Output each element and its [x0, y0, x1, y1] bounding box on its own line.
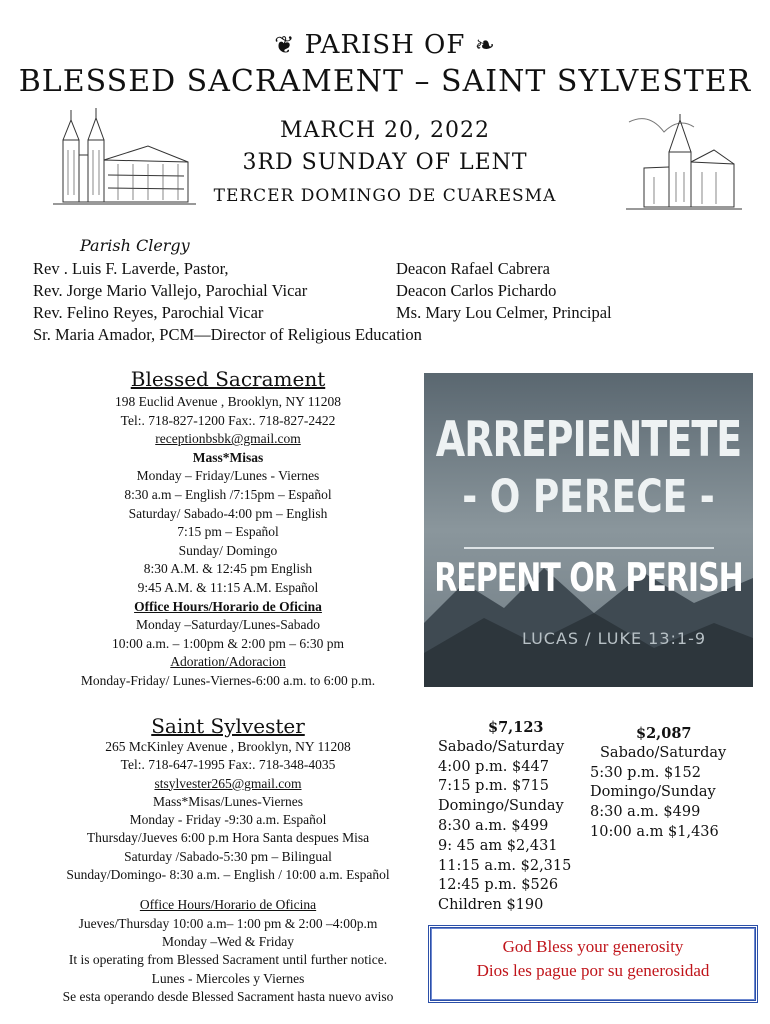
- collection-ss-line: 10:00 a.m $1,436: [590, 823, 719, 840]
- header-line1-text: PARISH OF: [304, 30, 466, 60]
- collection-blessed-sacrament: [438, 718, 571, 916]
- ss-phone: Tel:. 718-647-1995 Fax:. 718-348-4035: [120, 757, 336, 773]
- header-parish-of: [0, 30, 770, 60]
- ss-line: Sunday/Domingo- 8:30 a.m. – English / 10:00 a.m. Español: [66, 867, 390, 883]
- poster-line3: REPENT OR PERISH: [434, 555, 743, 602]
- bs-mass-line: 8:30 A.M. & 12:45 pm English: [143, 561, 313, 577]
- ss-email-link[interactable]: stsylvester265@gmail.com: [154, 775, 302, 791]
- collection-bs-line: Sabado/Saturday: [438, 738, 565, 755]
- collection-ss-line: 5:30 p.m. $152: [590, 764, 701, 781]
- ss-address: 265 McKinley Avenue , Brooklyn, NY 11208: [105, 739, 351, 754]
- blessed-sacrament-title: Blessed Sacrament: [130, 367, 326, 391]
- collection-ss-line: 8:30 a.m. $499: [590, 804, 701, 821]
- clergy-title: Parish Clergy: [80, 236, 190, 255]
- collection-bs-line: Children $190: [438, 897, 544, 914]
- bs-mass-line: 8:30 a.m – English /7:15pm – Español: [124, 486, 332, 502]
- collection-ss-line: Sabado/Saturday: [600, 744, 727, 761]
- collection-bs-line: 9: 45 am $2,431: [438, 837, 558, 854]
- collection-bs-line: 11:15 a.m. $2,315: [438, 857, 572, 874]
- clergy-left-0: Rev . Luis F. Laverde, Pastor,: [33, 259, 229, 278]
- bs-office-line: Monday –Saturday/Lunes-Sabado: [135, 617, 321, 633]
- bs-office-heading: Office Hours/Horario de Oficina: [134, 598, 322, 614]
- poster-line1: ARREPIENTETE: [435, 410, 742, 468]
- liturgical-sunday: 3RD SUNDAY OF LENT: [242, 150, 528, 175]
- blessed-sacrament-info: [24, 393, 432, 691]
- bulletin-date: MARCH 20, 2022: [280, 118, 490, 143]
- collection-bs-total: $7,123: [488, 719, 544, 736]
- bs-adoration-heading: Adoration/Adoracion: [170, 654, 286, 670]
- clergy-right-1: Deacon Carlos Pichardo: [396, 281, 557, 300]
- bs-mass-line: Monday – Friday/Lunes - Viernes: [136, 468, 320, 484]
- collection-bs-line: Domingo/Sunday: [438, 798, 564, 815]
- ss-office-line: It is operating from Blessed Sacrament until further notice.: [68, 952, 388, 968]
- bs-mass-heading: Mass*Misas: [192, 449, 264, 465]
- saint-sylvester-church-illustration: [624, 112, 744, 212]
- collection-saint-sylvester: [590, 724, 726, 843]
- blessing-line2: Dios les pague por su generosidad: [476, 961, 710, 980]
- saint-sylvester-info: [22, 738, 434, 1006]
- collection-bs-line: 8:30 a.m. $499: [438, 817, 549, 834]
- clergy-left-3: Sr. Maria Amador, PCM—Director of Religious Education: [33, 325, 422, 344]
- ss-line: Mass*Misas/Lunes-Viernes: [153, 793, 303, 809]
- collection-bs-line: 4:00 p.m. $447: [438, 758, 549, 775]
- bs-mass-line: 9:45 A.M. & 11:15 A.M. Español: [137, 579, 319, 595]
- collection-ss-line: Domingo/Sunday: [590, 784, 716, 801]
- bs-mass-line: 7:15 pm – Español: [177, 524, 279, 540]
- ss-office-heading: Office Hours/Horario de Oficina: [139, 897, 317, 913]
- poster-line2: - O PERECE -: [462, 471, 715, 524]
- clergy-right-0: Deacon Rafael Cabrera: [396, 259, 550, 278]
- poster-line4: LUCAS / LUKE 13:1-9: [521, 629, 707, 648]
- right-flourish-icon: ❧: [474, 31, 496, 59]
- ss-line: Saturday /Sabado-5:30 pm – Bilingual: [124, 848, 332, 864]
- blessing-box: [428, 925, 758, 1003]
- bs-mass-line: Sunday/ Domingo: [178, 542, 278, 558]
- ss-line: Monday - Friday -9:30 a.m. Español: [129, 812, 327, 828]
- ss-office-line: Lunes - Miercoles y Viernes: [151, 970, 305, 986]
- parish-name: BLESSED SACRAMENT – SAINT SYLVESTER: [18, 64, 752, 99]
- liturgical-sunday-spanish: TERCER DOMINGO DE CUARESMA: [213, 186, 557, 206]
- bs-mass-line: Saturday/ Sabado-4:00 pm – English: [128, 505, 328, 521]
- clergy-right-2: Ms. Mary Lou Celmer, Principal: [396, 303, 612, 322]
- bs-office-line: 10:00 a.m. – 1:00pm & 2:00 pm – 6:30 pm: [111, 635, 345, 651]
- bs-address: 198 Euclid Avenue , Brooklyn, NY 11208: [115, 394, 341, 409]
- bs-adoration-line: Monday-Friday/ Lunes-Viernes-6:00 a.m. to 6:00 p.m.: [80, 672, 376, 688]
- blessing-line1: God Bless your generosity: [502, 937, 684, 956]
- collection-ss-total: $2,087: [636, 725, 692, 742]
- collection-bs-line: 7:15 p.m. $715: [438, 778, 549, 795]
- repent-or-perish-poster: [424, 373, 753, 687]
- ss-office-line: Se esta operando desde Blessed Sacrament hasta nuevo aviso: [62, 988, 394, 1004]
- bs-phone: Tel:. 718-827-1200 Fax:. 718-827-2422: [120, 412, 336, 428]
- ss-line: Thursday/Jueves 6:00 p.m Hora Santa despues Misa: [86, 830, 370, 846]
- saint-sylvester-title: Saint Sylvester: [151, 714, 305, 738]
- collection-bs-line: 12:45 p.m. $526: [438, 877, 559, 894]
- clergy-left-1: Rev. Jorge Mario Vallejo, Parochial Vicar: [33, 281, 308, 300]
- left-flourish-icon: ❦: [274, 31, 296, 59]
- ss-office-line: Jueves/Thursday 10:00 a.m– 1:00 pm & 2:00 –4:00p.m: [78, 915, 378, 931]
- bs-email-link[interactable]: receptionbsbk@gmail.com: [155, 431, 301, 447]
- blessed-sacrament-church-illustration: [48, 100, 198, 210]
- ss-office-line: Monday –Wed & Friday: [161, 933, 295, 949]
- clergy-left-2: Rev. Felino Reyes, Parochial Vicar: [33, 303, 264, 322]
